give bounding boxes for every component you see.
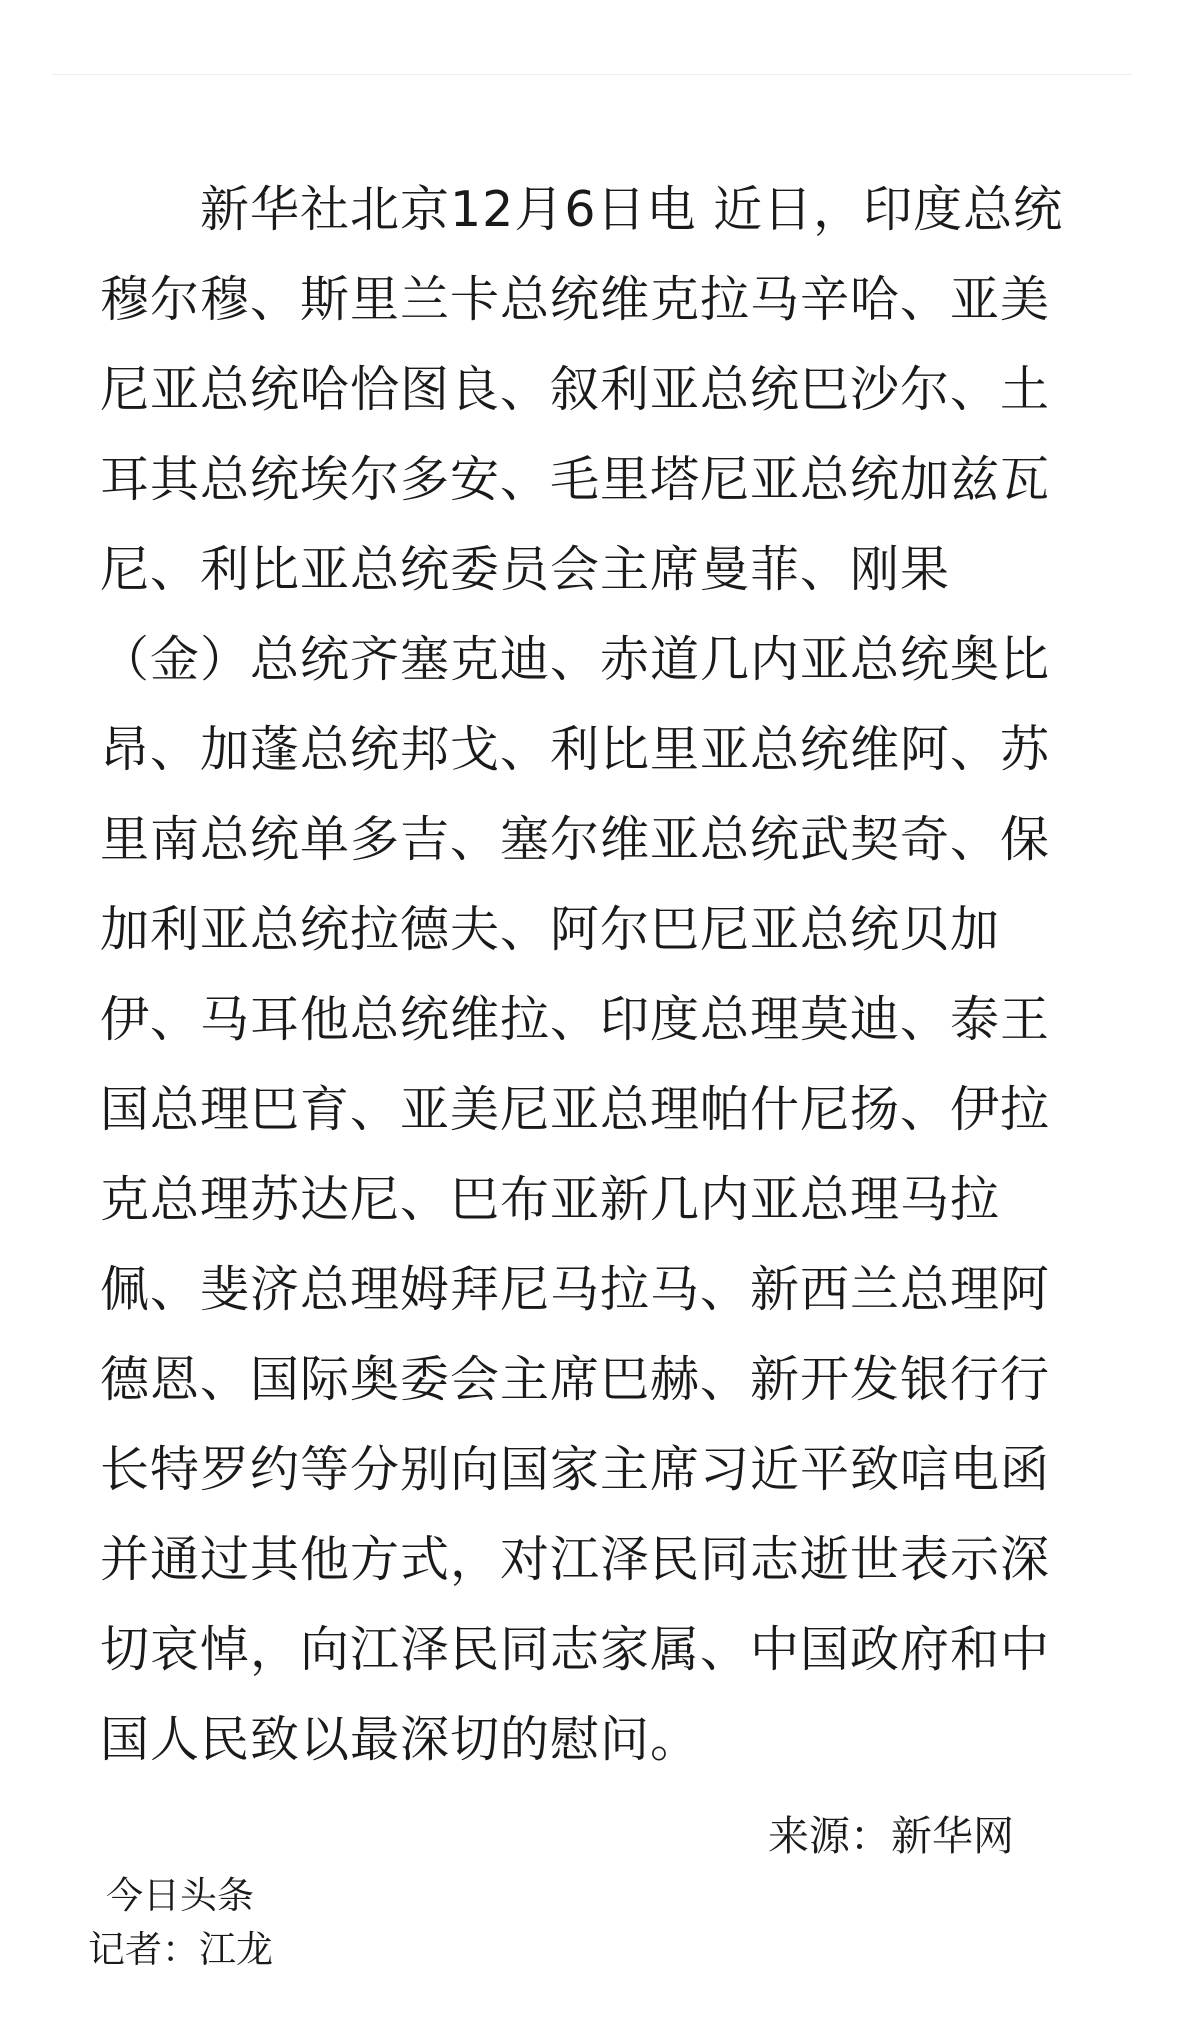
article-line: 尼、利比亚总统委员会主席曼菲、刚果 [100,541,951,598]
article-line: 耳其总统埃尔多安、毛里塔尼亚总统加兹瓦 [100,451,1051,508]
article-line: 加利亚总统拉德夫、阿尔巴尼亚总统贝加 [100,901,1001,958]
article-line: 国总理巴育、亚美尼亚总理帕什尼扬、伊拉 [100,1081,1051,1138]
article-body [100,165,1090,1785]
article-line: 里南总统单多吉、塞尔维亚总统武契奇、保 [100,811,1051,868]
article-line: 昂、加蓬总统邦戈、利比里亚总统维阿、苏 [100,721,1051,778]
article-line: 穆尔穆、斯里兰卡总统维克拉马辛哈、亚美 [100,271,1051,328]
article-line: （金）总统齐塞克迪、赤道几内亚总统奥比 [100,631,1051,688]
footer-reporter: 记者：江龙 [88,1928,273,1971]
article-line: 国人民致以最深切的慰问。 [100,1711,701,1768]
article-line: 德恩、国际奥委会主席巴赫、新开发银行行 [100,1351,1051,1408]
article-source: 来源：新华网 [768,1812,1014,1860]
article-line: 克总理苏达尼、巴布亚新几内亚总理马拉 [100,1171,1001,1228]
article-line: 佩、斐济总理姆拜尼马拉马、新西兰总理阿 [100,1261,1051,1318]
article-line: 并通过其他方式，对江泽民同志逝世表示深 [100,1531,1051,1588]
article-line: 切哀悼，向江泽民同志家属、中国政府和中 [100,1621,1051,1678]
article-line: 新华社北京12月6日电 近日，印度总统 [200,181,1064,238]
article-line: 长特罗约等分别向国家主席习近平致唁电函 [100,1441,1051,1498]
footer-platform: 今日头条 [106,1874,254,1917]
article-line: 尼亚总统哈恰图良、叙利亚总统巴沙尔、土 [100,361,1051,418]
article-line: 伊、马耳他总统维拉、印度总理莫迪、泰王 [100,991,1051,1048]
top-divider [52,74,1132,75]
